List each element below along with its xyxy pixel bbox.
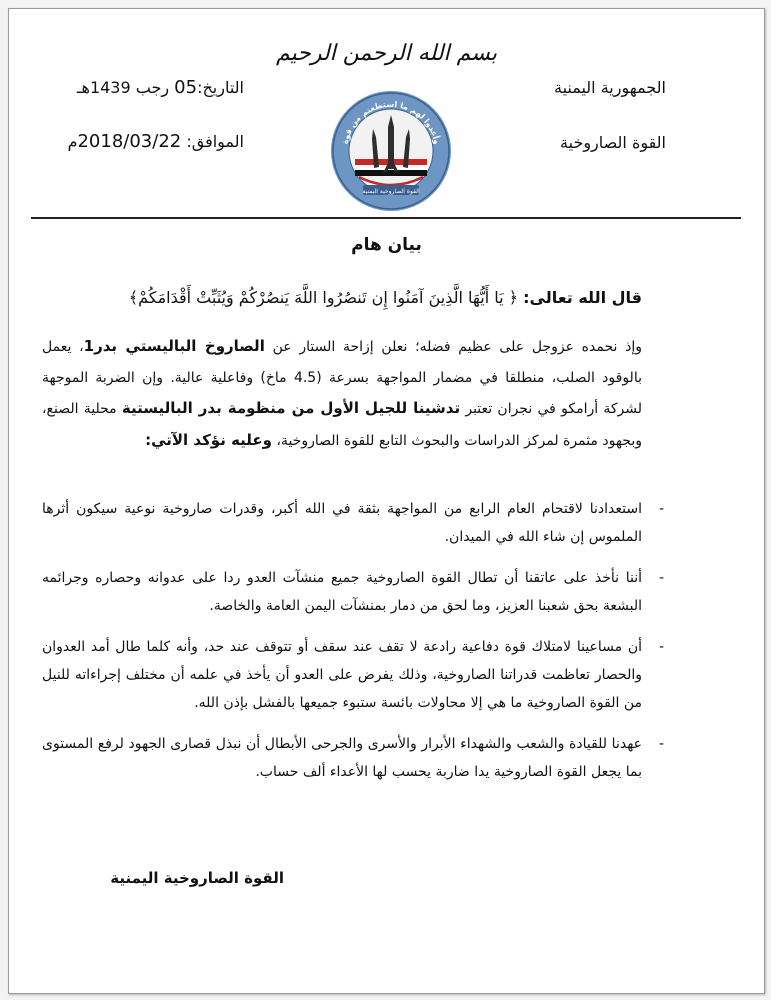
points-list bbox=[42, 495, 642, 799]
intro-emphasis: تدشينا للجيل الأول من منظومة بدر الباليستية bbox=[121, 399, 461, 417]
intro-text-2: ، يعمل بالوقود الصلب، منطلقا في مضمار المواجهة بسرعة (4.5 ماخ) وفاعلية عالية. وإن الضربة الموجهة لشركة أرامكو في نجران تعتبر bbox=[42, 339, 643, 417]
date-day: 05 bbox=[174, 77, 198, 98]
date-month-year: رجب 1439هـ bbox=[76, 78, 170, 97]
intro-text-3: محلية الصنع، وبجهود مثمرة لمركز الدراسات والبحوث التابع للقوة الصاروخية، bbox=[42, 401, 642, 449]
intro-missile-name: الصاروخ الباليستي بدر1 bbox=[83, 337, 265, 355]
list-item: - أننا نأخذ على عاتقنا أن تطال القوة الصاروخية جميع منشآت العدو ردا على عدوانه وحصاره وجرائمه البشعة بحق شعبنا العزيز، وما لحق من دمار بمنشآت اليمن العامة والخاصة. bbox=[42, 564, 642, 620]
hijri-date bbox=[69, 79, 244, 97]
emblem-ring-text: وأعدوا لهم ما استطعتم من قوة bbox=[340, 99, 442, 145]
intro-text-1: وإذ نحمده عزوجل على عظيم فضله؛ نعلن إزاحة الستار عن bbox=[264, 339, 643, 355]
quote-verse: ﴿ يَا أَيُّهَا الَّذِينَ آمَنُوا إِن تَنصُرُوا اللَّهَ يَنصُرْكُمْ وَيُثَبِّتْ أَقْدَامَكُمْ﴾ bbox=[128, 288, 519, 307]
intro-conclusion: وعليه نؤكد الآتي: bbox=[145, 430, 272, 449]
corresp-suffix: م bbox=[67, 132, 78, 151]
quran-quote bbox=[82, 288, 642, 307]
issuer-unit: القوة الصاروخية bbox=[560, 133, 666, 152]
missile-force-emblem-logo bbox=[329, 89, 453, 213]
list-item: - أن مساعينا لامتلاك قوة دفاعية رادعة لا تقف عند سقف أو تتوقف عند حد، وأنه كلما طال أمد العدوان والحصار تعاظمت قدراتنا الصاروخية، وذلك يفرض على العدو أن يأخذ في علمه أن مختلف إجراءاته للنيل من القوة الصاروخية ما هي إلا محاولات بائسة ستبوء جميعها بالفشل بإذن الله. bbox=[42, 633, 642, 717]
corresp-value: 2018/03/22 bbox=[77, 131, 182, 152]
list-item: - عهدنا للقيادة والشعب والشهداء الأبرار والأسرى والجرحى الأبطال أن نبذل قصارى الجهود لرفع المستوى بما يجعل القوة الصاروخية يدا ضاربة يحسب لها الأعداء ألف حساب. bbox=[42, 730, 642, 786]
list-item: - استعدادنا لاقتحام العام الرابع من المواجهة بثقة في الله أكبر، وقدرات صاروخية نوعية سيكون أثرها الملموس إن شاء الله في الميدان. bbox=[42, 495, 642, 551]
signature: القوة الصاروخية اليمنية bbox=[110, 869, 284, 887]
intro-paragraph bbox=[42, 331, 642, 456]
date-block bbox=[69, 79, 244, 187]
statement-title: بيان هام bbox=[351, 235, 422, 255]
gregorian-date bbox=[69, 133, 244, 151]
basmala: بسم الله الرحمن الرحيم bbox=[275, 41, 498, 66]
corresp-label: الموافق: bbox=[186, 132, 244, 151]
quote-label: قال الله تعالى: bbox=[523, 288, 642, 307]
emblem-bottom-text: القوة الصاروخية اليمنية bbox=[362, 188, 420, 195]
issuer-country: الجمهورية اليمنية bbox=[553, 78, 666, 97]
issuer-block bbox=[466, 79, 666, 189]
document-page bbox=[8, 8, 765, 994]
header-divider bbox=[31, 217, 741, 219]
date-label: التاريخ: bbox=[197, 78, 244, 97]
